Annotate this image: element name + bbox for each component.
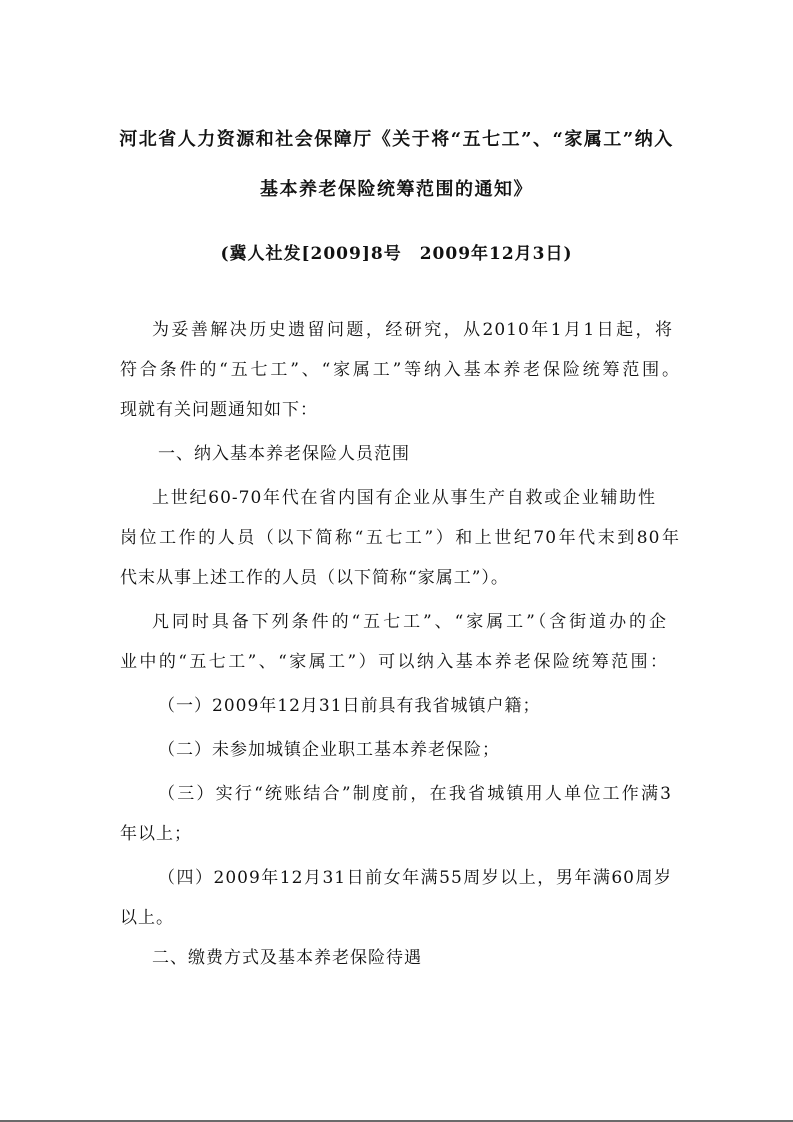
paragraph-line: 岗位工作的人员（以下简称“五七工”）和上世纪70年代末到80年 (120, 528, 680, 548)
document-reference: (冀人社发[2009]8号 2009年12月3日) (220, 244, 573, 264)
paragraph-line: 凡同时具备下列条件的“五七工”、“家属工”（含街道办的企 (152, 612, 667, 632)
section-heading-1: 一、纳入基本养老保险人员范围 (158, 444, 410, 464)
condition-item-4: （四）2009年12月31日前女年满55周岁以上，男年满60周岁 (158, 868, 672, 888)
paragraph-line: 业中的“五七工”、“家属工”）可以纳入基本养老保险统筹范围： (120, 652, 668, 672)
paragraph-line: 以上。 (120, 908, 174, 928)
document-title-line-1: 河北省人力资源和社会保障厅《关于将“五七工”、“家属工”纳入 (119, 129, 674, 150)
condition-item-2: （二）未参加城镇企业职工基本养老保险； (158, 740, 500, 760)
paragraph-line: 符合条件的“五七工”、“家属工”等纳入基本养老保险统筹范围。 (120, 360, 680, 380)
condition-item-3: （三）实行“统账结合”制度前，在我省城镇用人单位工作满3 (158, 784, 672, 804)
paragraph-line: 代末从事上述工作的人员（以下简称“家属工”）。 (120, 568, 509, 588)
paragraph-line: 年以上； (120, 824, 192, 844)
paragraph-line: 现就有关问题通知如下： (120, 400, 318, 420)
paragraph-line: 为妥善解决历史遗留问题，经研究，从2010年1月1日起，将 (152, 320, 673, 340)
document-title-line-2: 基本养老保险统筹范围的通知》 (260, 179, 533, 200)
section-heading-2: 二、缴费方式及基本养老保险待遇 (152, 948, 422, 968)
paragraph-line: 上世纪60-70年代在省内国有企业从事生产自救或企业辅助性 (152, 488, 656, 508)
condition-item-1: （一）2009年12月31日前具有我省城镇户籍； (158, 696, 541, 716)
